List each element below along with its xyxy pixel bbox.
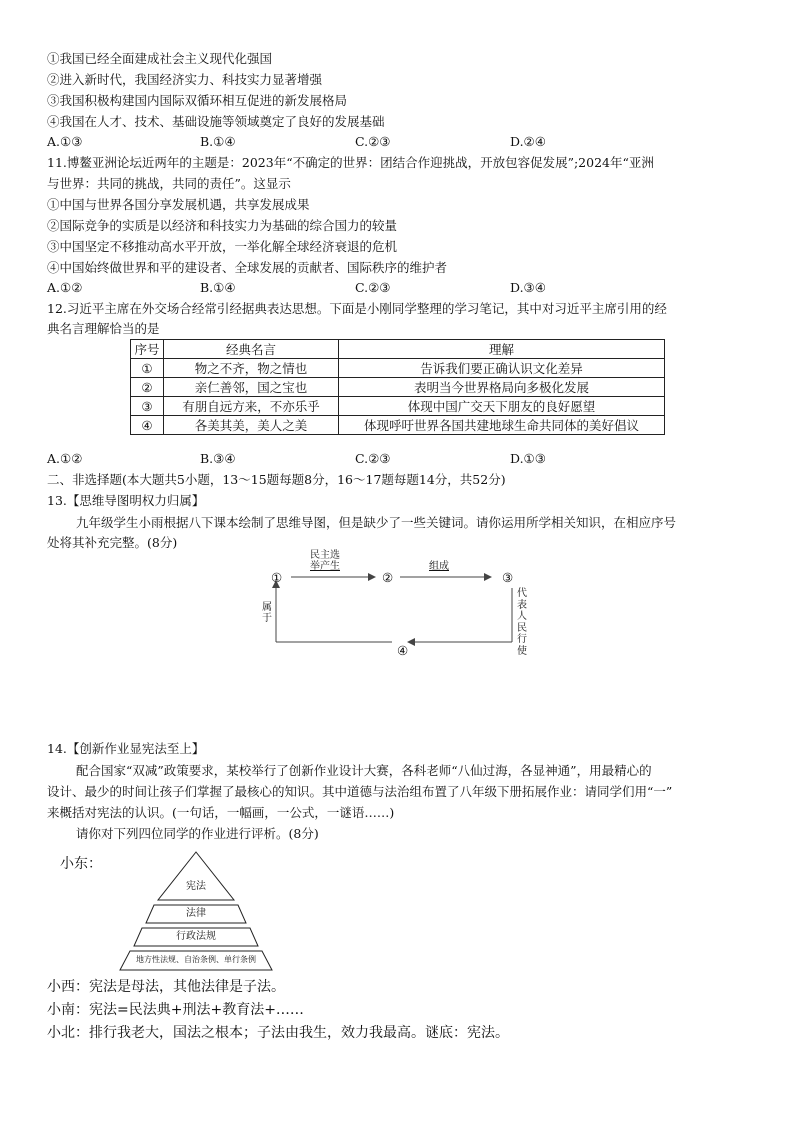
edge-char: 行 — [517, 634, 527, 645]
table-header-cell: 序号 — [131, 340, 164, 359]
q13-body-line-1: 九年级学生小雨根据八下课本绘制了思维导图，但是缺少了一些关键词。请你运用所学相关知识，在相应序号 — [76, 515, 677, 530]
mind-map-node-4: ④ — [397, 643, 409, 658]
table-cell: 表明当今世界格局向多极化发展 — [339, 378, 665, 397]
table-cell: ① — [131, 359, 164, 378]
edge-char: 属 — [262, 602, 272, 613]
pyramid-level-4: 地方性法规、自治条例、单行条例 — [136, 955, 256, 964]
q11-option-c: C.②③ — [355, 280, 391, 295]
table-cell: 体现呼吁世界各国共建地球生命共同体的美好倡议 — [339, 416, 665, 435]
q12-option-c: C.②③ — [355, 451, 391, 466]
q14-body-line-2: 设计、最少的时间让孩子们掌握了最核心的知识。其中道德与法治组布置了八年级下册拓展作业：请同学们用“一” — [47, 784, 673, 799]
mind-map-node-3: ③ — [502, 570, 514, 585]
pyramid-level-2: 法律 — [186, 908, 206, 919]
q10-item-3: ③我国积极构建国内国际双循环相互促进的新发展格局 — [47, 93, 348, 108]
q12-stem-line-2: 典名言理解恰当的是 — [47, 321, 160, 336]
table-row — [131, 378, 665, 397]
table-header-cell: 经典名言 — [164, 340, 339, 359]
table-cell: 物之不齐，物之情也 — [164, 359, 339, 378]
q11-item-1: ①中国与世界各国分享发展机遇，共享发展成果 — [47, 197, 310, 212]
q10-item-4: ④我国在人才、技术、基础设施等领域奠定了良好的发展基础 — [47, 114, 385, 129]
q11-item-4: ④中国始终做世界和平的建设者、全球发展的贡献者、国际秩序的维护者 — [47, 260, 448, 275]
edge-char: 代 — [517, 588, 527, 599]
table-cell: 亲仁善邻，国之宝也 — [164, 378, 339, 397]
arrow-right-icon — [368, 573, 376, 581]
pyramid-level-3: 行政法规 — [176, 931, 216, 942]
edge-label-elect-1: 民主选 — [310, 550, 340, 561]
table-cell: ③ — [131, 397, 164, 416]
q13-body-line-2: 处将其补充完整。(8分) — [47, 535, 178, 550]
q10-option-d: D.②④ — [510, 134, 546, 149]
q10-option-c: C.②③ — [355, 134, 391, 149]
q10-option-b: B.①④ — [200, 134, 236, 149]
edge-char: 使 — [517, 645, 527, 657]
q11-option-b: B.①④ — [200, 280, 236, 295]
table-cell: ④ — [131, 416, 164, 435]
table-cell: ② — [131, 378, 164, 397]
q14-title: 14.【创新作业显宪法至上】 — [47, 741, 205, 756]
student-xiaoxi-answer: 小西：宪法是母法，其他法律是子法。 — [47, 979, 285, 995]
student-xiaodong-label: 小东： — [60, 856, 102, 872]
q12-option-d: D.①③ — [510, 451, 546, 466]
q11-stem-line-1: 11.博鳌亚洲论坛近两年的主题是：2023年“不确定的世界：团结合作迎挑战，开放包容促发展”;2024年“亚洲 — [47, 155, 654, 170]
mind-map-node-2: ② — [382, 570, 394, 585]
edge-char: 于 — [262, 613, 272, 624]
q12-option-b: B.③④ — [200, 451, 236, 466]
q14-body-line-4: 请你对下列四位同学的作业进行评析。(8分) — [76, 826, 319, 841]
edge-char: 人 — [517, 611, 527, 622]
q14-body-line-3: 来概括对宪法的认识。(一句话，一幅画，一公式，一谜语……) — [47, 805, 395, 820]
table-row — [131, 359, 665, 378]
table-row — [131, 397, 665, 416]
table-row — [131, 416, 665, 435]
edge-char: 表 — [517, 599, 527, 611]
table-cell: 告诉我们要正确认识文化差异 — [339, 359, 665, 378]
q11-option-d: D.③④ — [510, 280, 546, 295]
q11-stem-line-2: 与世界：共同的挑战，共同的责任”。这显示 — [47, 176, 291, 191]
law-hierarchy-pyramid — [116, 850, 276, 975]
q11-item-2: ②国际竞争的实质是以经济和科技实力为基础的综合国力的较量 — [47, 218, 398, 233]
table-cell: 各美其美，美人之美 — [164, 416, 339, 435]
section-heading: 二、非选择题(本大题共5小题，13～15题每题8分，16～17题每题14分，共52分) — [47, 472, 506, 487]
q11-option-a: A.①② — [47, 280, 83, 295]
q12-table — [130, 339, 665, 435]
pyramid-level-1: 宪法 — [186, 881, 206, 892]
q10-item-2: ②进入新时代，我国经济实力、科技实力显著增强 — [47, 72, 323, 87]
q12-stem-line-1: 12.习近平主席在外交场合经常引经据典表达思想。下面是小刚同学整理的学习笔记，其中对习近平主席引用的经 — [47, 301, 667, 316]
q13-title: 13.【思维导图明权力归属】 — [47, 493, 205, 508]
arrow-right-icon — [484, 573, 492, 581]
edge-label-represent — [517, 588, 529, 657]
q13-mind-map — [262, 550, 532, 668]
student-xiaobei-answer: 小北：排行我老大，国法之根本；子法由我生，效力我最高。谜底：宪法。 — [47, 1025, 509, 1041]
q10-item-1: ①我国已经全面建成社会主义现代化强国 — [47, 51, 273, 66]
table-header-cell: 理解 — [339, 340, 665, 359]
edge-label-elect-2: 举产生 — [310, 561, 340, 572]
q10-option-a: A.①③ — [47, 134, 83, 149]
edge-label-belongs — [262, 602, 274, 624]
edge-char: 民 — [517, 622, 527, 634]
q11-item-3: ③中国坚定不移推动高水平开放，一举化解全球经济衰退的危机 — [47, 239, 398, 254]
q12-option-a: A.①② — [47, 451, 83, 466]
table-cell: 体现中国广交天下朋友的良好愿望 — [339, 397, 665, 416]
q14-body-line-1: 配合国家“双减”政策要求，某校举行了创新作业设计大赛，各科老师“八仙过海，各显神通”，用最精心的 — [76, 763, 652, 778]
table-header-row — [131, 340, 665, 359]
mind-map-node-1: ① — [271, 570, 283, 585]
edge-label-form: 组成 — [429, 561, 449, 572]
student-xiaonan-answer: 小南：宪法=民法典+刑法+教育法+…… — [47, 1002, 304, 1018]
table-cell: 有朋自远方来，不亦乐乎 — [164, 397, 339, 416]
